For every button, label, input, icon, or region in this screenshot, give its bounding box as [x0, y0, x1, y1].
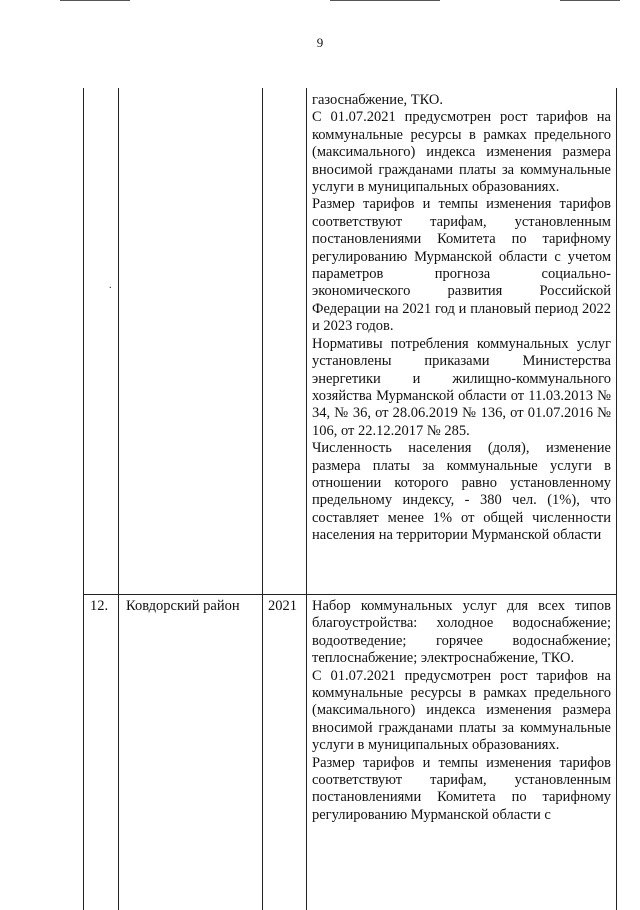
- column-divider: [306, 88, 307, 910]
- paragraph: Нормативы потребления коммунальных услуг установлены приказами Министерства энергетики и жилищно-коммунального хозяйства Мурманской области от 11.03.2013 № 34, № 36, от 28.06.2019 № 136, от 01.07.2016 № 106, от 22.12.2017 № 285.: [312, 335, 611, 439]
- scan-edge-line: [60, 0, 130, 1]
- row-divider: [84, 594, 616, 595]
- scan-edge-line: [330, 0, 440, 1]
- paragraph: С 01.07.2021 предусмотрен рост тарифов на коммунальные ресурсы в рамках предельного (максимального) индекса изменения размера вносимой гражданами платы за коммунальные услуги в муниципальных образованиях.: [312, 109, 611, 196]
- column-divider: [118, 88, 119, 910]
- paragraph: Набор коммунальных услуг для всех типов благоустройства: холодное водоснабжение; водоотведение; горячее водоснабжение; теплоснабжение; электроснабжение, ТКО.: [312, 598, 611, 667]
- page-number: 9: [316, 35, 324, 50]
- paragraph: С 01.07.2021 предусмотрен рост тарифов на коммунальные ресурсы в рамках предельного (максимального) индекса изменения размера вносимой гражданами платы за коммунальные услуги в муниципальных образованиях.: [312, 667, 611, 754]
- row-number: 12.: [90, 598, 109, 614]
- paragraph: газоснабжение, ТКО.: [312, 92, 444, 108]
- row-prev-description: [312, 92, 611, 545]
- row-marker: .: [109, 280, 112, 291]
- column-divider: [262, 88, 263, 910]
- row-year: 2021: [268, 598, 297, 614]
- municipality-name: Ковдорский район: [126, 598, 240, 614]
- scan-edge-line: [560, 0, 620, 1]
- paragraph: Размер тарифов и темпы изменения тарифов соответствуют тарифам, установленным постановлениями Комитета по тарифному регулированию Мурманской области с учетом параметров прогноза социально-экономического развития Российской Федерации на 2021 год и плановый период 2022 и 2023 годов.: [312, 196, 611, 335]
- document-table: [83, 88, 617, 910]
- row-12-description: [312, 598, 611, 824]
- paragraph: Численность населения (доля), изменение размера платы за коммунальные услуги в отношении которого равно установленному предельному индексу, - 380 чел. (1%), что составляет менее 1% от общей численности населения на территории Мурманской области: [312, 440, 611, 544]
- paragraph: Размер тарифов и темпы изменения тарифов соответствуют тарифам, установленным постановлениями Комитета по тарифному регулированию Мурманской области с: [312, 754, 611, 823]
